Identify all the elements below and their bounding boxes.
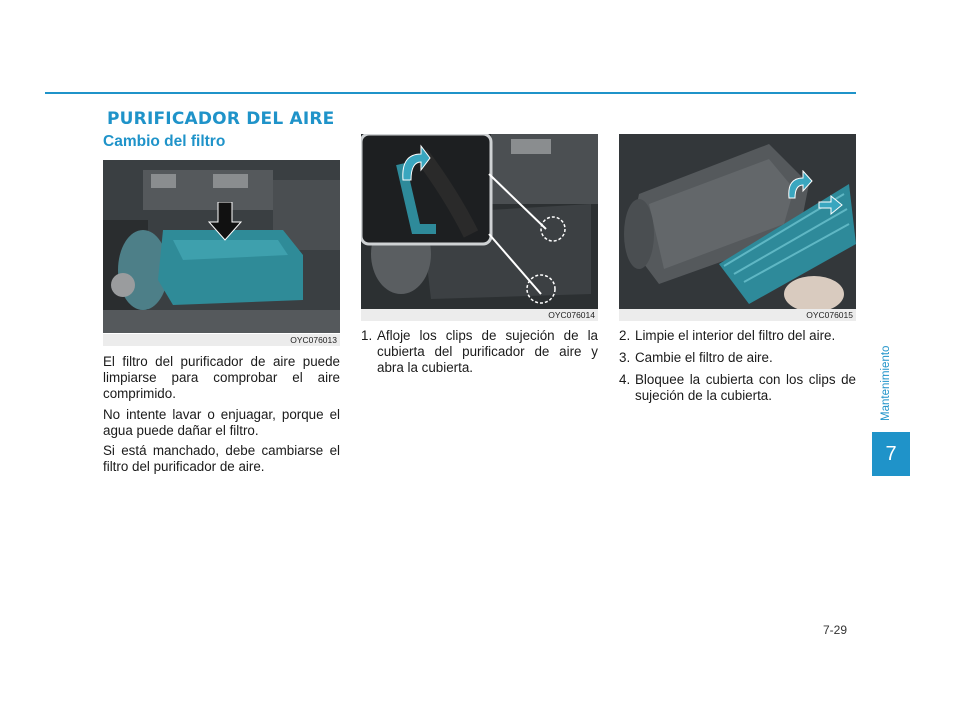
intro-paragraph: Si está manchado, debe cambiarse el filtro del purificador de aire. [103,443,340,474]
photo-air-cleaner-clips [361,134,598,309]
image-code: OYC076013 [103,334,340,346]
steps-list [619,328,856,410]
photo-filter-replacement [619,134,856,309]
step-number: 3. [619,350,631,365]
arrow-right-icon [817,194,843,216]
step-text: Bloquee la cubierta con los clips de sujeción de la cubierta. [635,372,856,403]
chapter-label: Mantenimiento [880,345,892,421]
image-code: OYC076014 [361,309,598,321]
curved-arrow-icon [785,170,813,200]
step-text: Afloje los clips de sujeción de la cubierta del purificador de aire y abra la cubierta. [377,328,598,375]
list-item [361,328,598,376]
list-item [619,372,856,404]
intro-paragraph: El filtro del purificador de aire puede limpiarse para comprobar el aire comprimido. [103,354,340,401]
list-item [619,350,856,366]
image-code: OYC076015 [619,309,856,321]
list-item [619,328,856,344]
steps-list [361,328,598,382]
step-text: Limpie el interior del filtro del aire. [635,328,836,343]
photo-engine-bay [103,160,340,333]
arrow-down-icon [207,202,243,242]
section-title: PURIFICADOR DEL AIRE [107,109,335,129]
intro-paragraph: No intente lavar o enjuagar, porque el agua puede dañar el filtro. [103,407,340,438]
top-rule [45,92,856,94]
step-number: 1. [361,328,373,343]
page-number: 7-29 [823,623,848,637]
step-text: Cambie el filtro de aire. [635,350,773,365]
curved-arrow-icon [397,144,431,184]
chapter-tab: 7 [872,432,910,476]
step-number: 2. [619,328,631,343]
step-number: 4. [619,372,631,387]
sub-title: Cambio del filtro [103,133,226,150]
